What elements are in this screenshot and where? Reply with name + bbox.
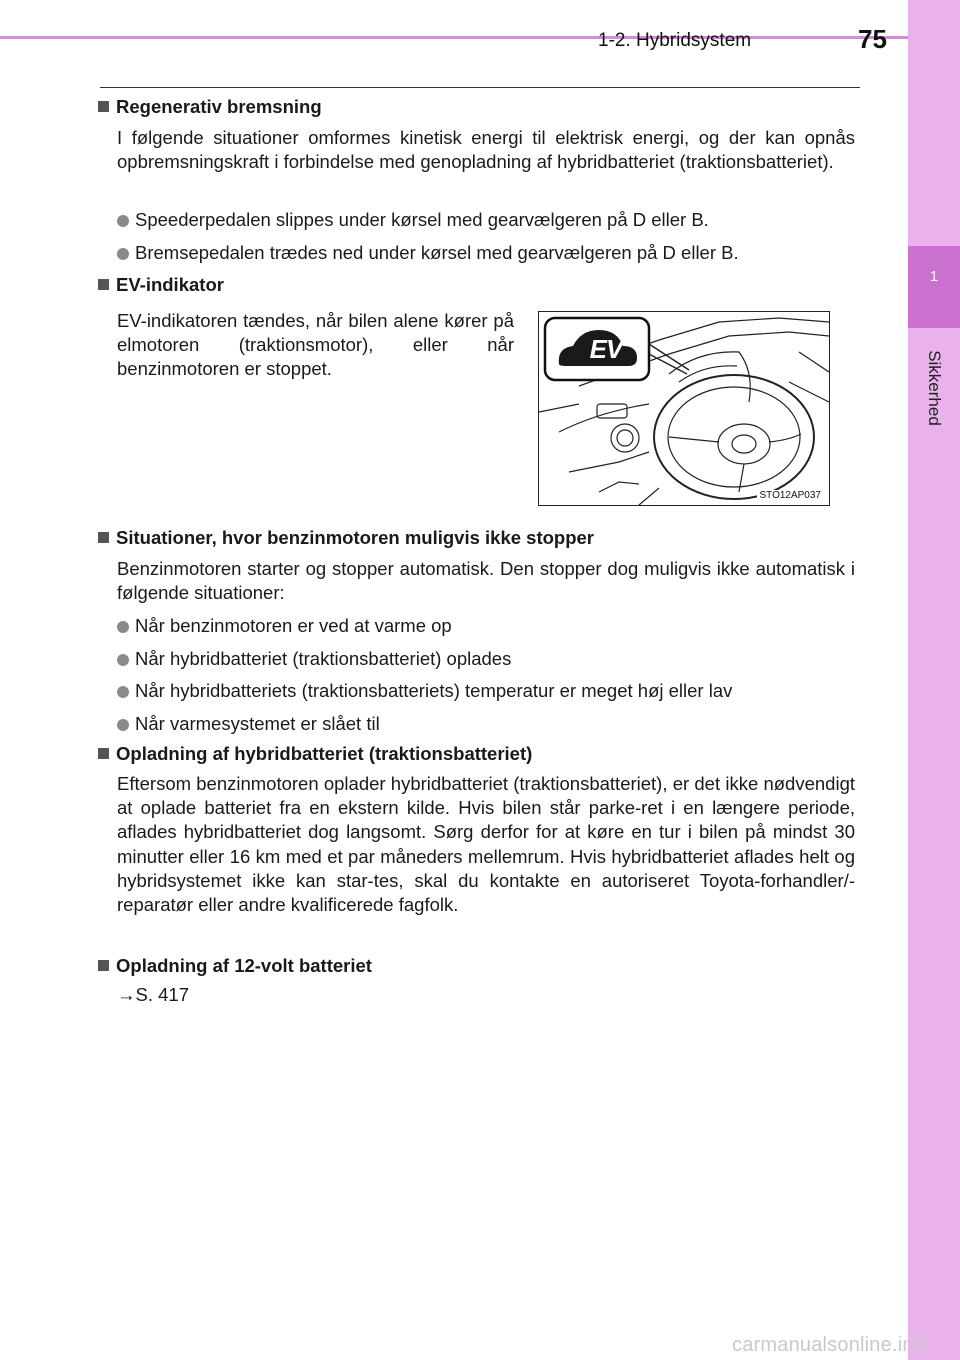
dashboard-illustration [538,311,830,506]
header-section-title: 1-2. Hybridsystem [598,30,752,51]
list-item [117,712,855,736]
circle-bullet-icon [117,248,129,260]
square-bullet-icon [98,532,109,543]
paragraph-ev-indicator: EV-indikatoren tændes, når bilen alene kører på elmotoren (traktionsmotor), eller når benzinmotoren er stoppet. [117,310,514,380]
heading-text: EV-indikator [116,274,224,295]
square-bullet-icon [98,101,109,112]
heading-text: Situationer, hvor benzinmotoren muligvis ikke stopper [116,527,595,548]
list-item-text: Når hybridbatteriet (traktionsbatteriet) oplades [135,648,512,669]
circle-bullet-icon [117,621,129,633]
heading-hybrid-battery-charging [98,743,532,765]
figure-code: STO12AP037 [759,490,821,501]
page-reference-link[interactable]: →S. 417 [117,984,189,1005]
heading-12v-battery-charging [98,955,372,977]
page-number: 75 [858,24,887,54]
square-bullet-icon [98,960,109,971]
paragraph-hybrid-battery-charging: Eftersom benzinmotoren oplader hybridbatteriet (traktionsbatteriet), er det ikke nødvendigt at oplade batteriet fra en ekstern kilde. Hvis bilen står parke-ret i en længere periode, aflades hybridbatteriet dog langsomt. Sørg derfor for at køre en tur i bilen på mindst 30 minutter eller 16 km med et par måneders mellemrum. Hvis hybridbatteriet aflades helt og hybridsystemet ikke kan star-tes, skal du kontakte en autoriseret Toyota-forhandler/-reparatør eller andre kvalificerede fagfolk. [117,773,855,916]
square-bullet-icon [98,279,109,290]
chapter-side-strip [908,0,960,1360]
chapter-tab [908,246,960,328]
heading-engine-not-stopping [98,527,594,549]
list-item-text: Speederpedalen slippes under kørsel med gearvælgeren på D eller B. [135,209,709,230]
list-item-text: Når hybridbatteriets (traktionsbatteriets) temperatur er meget høj eller lav [135,680,733,701]
paragraph-regenerative-braking: I følgende situationer omformes kinetisk energi til elektrisk energi, og der kan opnås opbremsningskraft i forbindelse med genopladning af hybridbatteriet (traktionsbatteriet). [117,127,855,173]
chapter-number: 1 [929,268,939,285]
heading-ev-indicator [98,274,224,296]
list-item-text: Når benzinmotoren er ved at varme op [135,615,452,636]
heading-text: Regenerativ bremsning [116,96,322,117]
circle-bullet-icon [117,215,129,227]
list-item [117,647,855,671]
list-item [117,679,855,703]
list-item-text: Bremsepedalen trædes ned under kørsel med gearvælgeren på D eller B. [135,242,739,263]
square-bullet-icon [98,748,109,759]
paragraph-engine-not-stopping: Benzinmotoren starter og stopper automatisk. Den stopper dog muligvis ikke automatisk i følgende situationer: [117,558,855,604]
circle-bullet-icon [117,654,129,666]
heading-regenerative-braking [98,96,322,118]
ev-badge-text: EV [589,334,623,364]
list-item [117,208,855,232]
list-item-text: Når varmesystemet er slået til [135,713,380,734]
circle-bullet-icon [117,686,129,698]
content-top-rule [100,87,860,88]
list-item [117,614,855,638]
heading-text: Opladning af hybridbatteriet (traktionsbatteriet) [116,743,533,764]
list-item [117,241,855,265]
footer-watermark: carmanualsonline.info [732,1334,931,1356]
header-rule [0,36,908,39]
circle-bullet-icon [117,719,129,731]
chapter-label: Sikkerhed [925,350,944,426]
heading-text: Opladning af 12-volt batteriet [116,955,372,976]
